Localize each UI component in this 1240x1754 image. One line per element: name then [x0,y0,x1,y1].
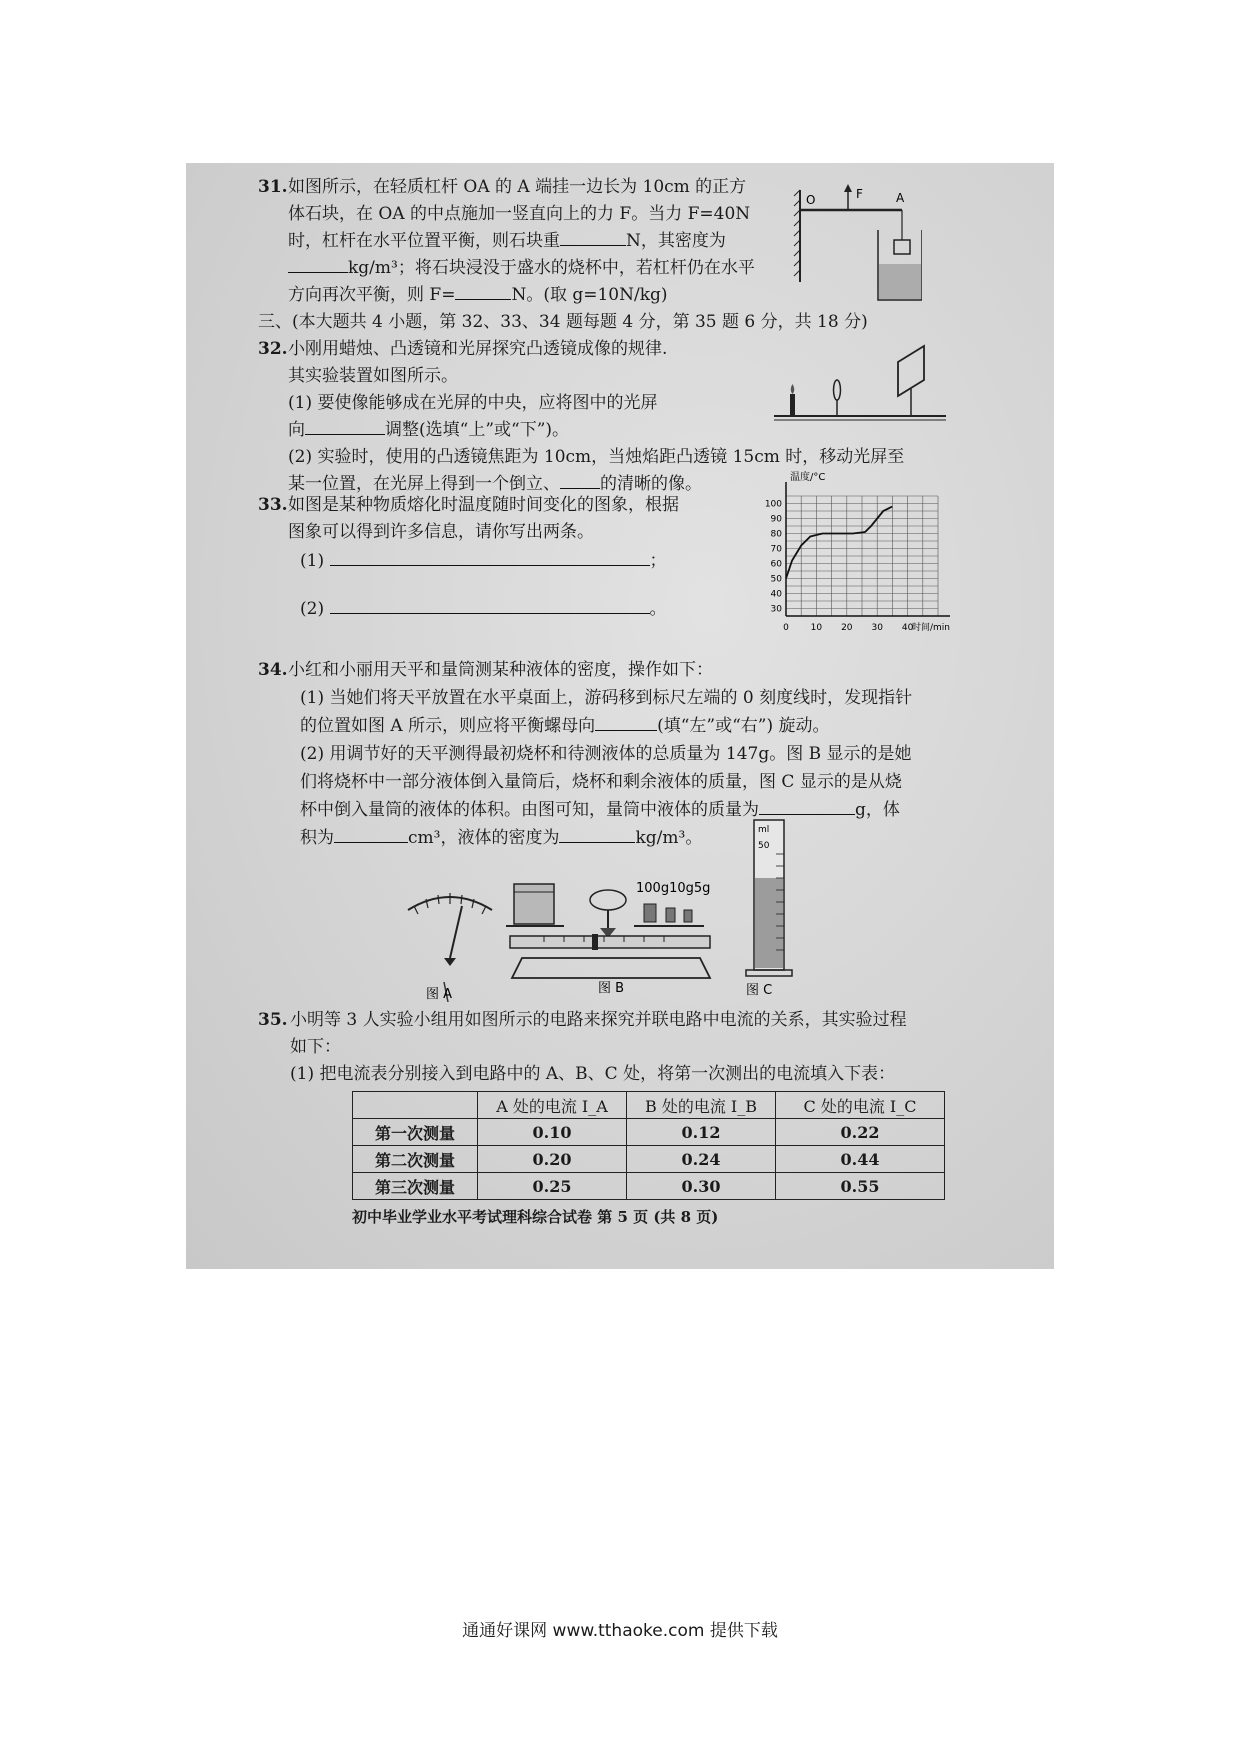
q32-line5: (2) 实验时，使用的凸透镜焦距为 10cm，当烛焰距凸透镜 15cm 时，移动光屏至 [288,447,905,467]
figure-c-caption: 图 C [746,983,773,998]
q32-number: 32. [258,339,288,359]
figure-c-unit: ml [758,825,770,835]
q31-blank-weight[interactable] [560,231,626,246]
q33-line1: 如图是某种物质熔化时温度随时间变化的图象，根据 [288,495,679,515]
lever-figure [792,182,922,308]
table-row [353,1173,945,1200]
chart-y-label: 温度/°C [790,472,826,483]
table-cell: 0.25 [478,1173,627,1200]
table-cell: 第二次测量 [353,1146,478,1173]
table-cell: 0.12 [627,1119,776,1146]
chart-x-tick-label: 10 [810,623,823,633]
q34-line1: 小红和小丽用天平和量筒测某种液体的密度，操作如下： [288,660,713,680]
chart-y-tick-label: 40 [770,589,782,600]
figure-a-pointer-scale [400,882,500,1002]
table-cell: 0.30 [627,1173,776,1200]
table-cell: 第三次测量 [353,1173,478,1200]
section-3-heading: 三、(本大题共 4 小题，第 32、33、34 题每题 4 分，第 35 题 6 分，共 18 分) [258,312,868,332]
chart-y-tick-label: 70 [770,544,782,555]
figure-b-caption: 图 B [598,981,625,994]
q32-blank-image-size[interactable] [560,474,600,489]
q33-line2: 图象可以得到许多信息，请你写出两条。 [288,522,594,542]
table-header-cell [353,1092,478,1119]
figure-b-weights: 100g10g5g [636,881,711,896]
table-cell: 0.10 [478,1119,627,1146]
chart-x-tick-label: 40 [901,623,914,633]
table-header-cell: B 处的电流 I_B [627,1092,776,1119]
chart-x-label: 时间/min [911,623,950,633]
q31-line2: 体石块，在 OA 的中点施加一竖直向上的力 F。当力 F=40N [288,204,751,224]
table-row [353,1119,945,1146]
q34-line3: 的位置如图 A 所示，则应将平衡螺母向 (填“左”或“右”) 旋动。 [300,716,830,736]
q33-item1: (1) ； [300,551,667,571]
q35-number: 35. [258,1010,288,1030]
chart-series-line [786,507,892,579]
q31-blank-density[interactable] [288,258,348,273]
figure-c-50: 50 [758,841,770,851]
q34-line6: 杯中倒入量筒的液体的体积。由图可知，量筒中液体的质量为 g，体 [300,800,900,820]
current-table [352,1091,945,1200]
optical-bench-figure [770,344,950,428]
melting-chart [750,470,970,640]
page-footer: 初中毕业学业水平考试理科综合试卷 第 5 页 (共 8 页) [352,1208,719,1226]
figure-b-balance [504,880,730,994]
chart-x-tick-label: 20 [841,623,853,633]
chart-y-tick-label: 50 [770,574,782,585]
table-cell: 第一次测量 [353,1119,478,1146]
figure-a-caption: 图 A [426,987,453,1002]
q33-answer2[interactable] [330,599,650,614]
q34-line4: (2) 用调节好的天平测得最初烧杯和待测液体的总质量为 147g。图 B 显示的是她 [300,744,912,764]
table-header-row [353,1092,945,1119]
table-header-cell: C 处的电流 I_C [776,1092,945,1119]
q33-item2: (2) 。 [300,599,667,619]
q32-line3: (1) 要使像能够成在光屏的中央，应将图中的光屏 [288,393,658,413]
table-cell: 0.22 [776,1119,945,1146]
q34-blank-mass[interactable] [759,800,855,815]
q35-line2: 如下： [290,1037,341,1057]
q31-line4: kg/m³；将石块浸没于盛水的烧杯中，若杠杆仍在水平 [288,257,755,279]
q34-line5: 们将烧杯中一部分液体倒入量筒后，烧杯和剩余液体的质量，图 C 显示的是从烧 [300,772,902,792]
q32-line4: 向 调整(选填“上”或“下”)。 [288,420,570,440]
q31-number: 31. [258,177,288,197]
table-header-cell: A 处的电流 I_A [478,1092,627,1119]
download-note: 通通好课网 www.tthaoke.com 提供下载 [462,1621,778,1641]
q34-blank-nut-direction[interactable] [595,716,657,731]
q34-line2: (1) 当她们将天平放置在水平桌面上，游码移到标尺左端的 0 刻度线时，发现指针 [300,688,913,708]
chart-x-tick-label: 0 [783,623,789,633]
q34-blank-volume[interactable] [334,828,408,843]
chart-y-tick-label: 100 [764,499,782,510]
q33-number: 33. [258,495,288,515]
q35-line3: (1) 把电流表分别接入到电路中的 A、B、C 处，将第一次测出的电流填入下表： [290,1064,896,1084]
q33-answer1[interactable] [330,551,650,566]
table-cell: 0.55 [776,1173,945,1200]
table-cell: 0.44 [776,1146,945,1173]
q34-blank-density[interactable] [559,828,635,843]
lever-label-f: F [856,187,863,201]
q31-line5: 方向再次平衡，则 F= N。(取 g=10N/kg) [288,285,668,305]
q31-line1: 如图所示，在轻质杠杆 OA 的 A 端挂一边长为 10cm 的正方 [288,177,747,197]
table-row [353,1146,945,1173]
lever-label-a: A [896,191,905,205]
chart-y-tick-label: 90 [770,514,782,525]
q34-number: 34. [258,660,288,680]
q32-blank-direction[interactable] [305,420,385,435]
lever-label-o: O [806,193,816,207]
q35-line1: 小明等 3 人实验小组用如图所示的电路来探究并联电路中电流的关系，其实验过程 [290,1010,907,1030]
chart-x-tick-label: 30 [871,623,883,633]
q31-blank-force[interactable] [455,285,511,300]
chart-y-tick-label: 30 [770,604,782,615]
q31-line3: 时，杠杆在水平位置平衡，则石块重 N，其密度为 [288,231,726,251]
chart-y-tick-label: 60 [770,559,782,570]
q32-line6: 某一位置，在光屏上得到一个倒立、 的清晰的像。 [288,474,702,494]
table-cell: 0.20 [478,1146,627,1173]
q32-line1: 小刚用蜡烛、凸透镜和光屏探究凸透镜成像的规律. [288,339,668,359]
chart-y-tick-label: 80 [770,529,782,540]
table-cell: 0.24 [627,1146,776,1173]
q32-line2: 其实验装置如图所示。 [288,366,458,386]
figure-c-cylinder [744,818,814,998]
q34-line7: 积为 cm³，液体的密度为 kg/m³。 [300,828,703,848]
